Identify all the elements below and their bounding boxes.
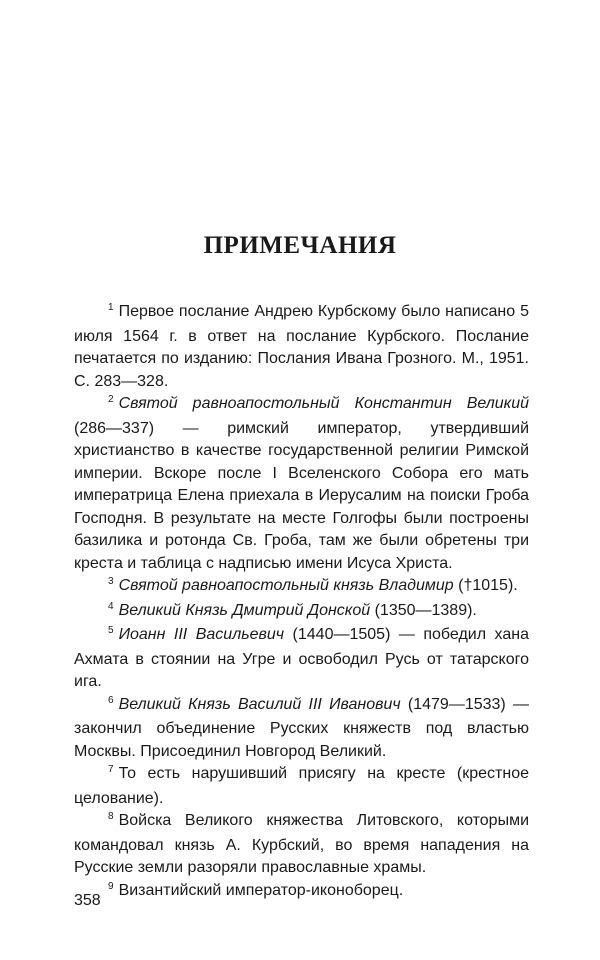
note-text: Первое послание Андрею Курбскому было написано 5 июля 1564 г. в ответ на послание Курбского. Послание печатается по изданию: Послания Ивана Грозного. М., 1951. С. 283—328. [74, 303, 529, 390]
note-4 [74, 600, 529, 625]
note-name: Великий Князь Дмитрий Донской [118, 601, 371, 619]
note-8 [74, 810, 529, 880]
note-text: (286—337) — римский император, утвердивший христианство в качестве государственной религии Римской империи. Вскоре после I Вселенского Собора его мать императрица Елена приехала в Иерусалим на поиски Гроба Господня. В результате на месте Голгофы были построены базилика и ротонда Св. Гроба, там же были обретены три креста и таблица с надписью имени Исуса Христа. [74, 419, 529, 572]
note-number: 8 [108, 811, 114, 822]
note-number: 1 [108, 302, 114, 313]
note-text: Византийский император-иконоборец. [118, 881, 404, 899]
note-2 [74, 393, 529, 575]
note-name: Святой равноапостольный Константин Великий [118, 395, 529, 412]
note-number: 9 [108, 880, 114, 892]
note-text: (†1015). [453, 577, 518, 594]
note-1 [74, 301, 529, 393]
note-6 [74, 694, 529, 764]
note-number: 3 [108, 576, 114, 587]
note-text: (1479—1533) — закончил объединение Русских княжеств под властью Москвы. Присоединил Новгород Великий. [74, 695, 529, 760]
note-9 [74, 880, 529, 905]
note-number: 5 [108, 625, 114, 636]
note-text: (1350—1389). [370, 601, 477, 619]
note-number: 7 [108, 764, 114, 775]
note-3 [74, 575, 529, 600]
note-text: Войска Великого княжества Литовского, которыми командовал князь А. Курбский, во время нападения на Русские земли разоряли православные храмы. [74, 812, 529, 876]
note-text: (1440—1505) — победил хана Ахмата в стоянии на Угре и освободил Русь от татарского ига. [74, 626, 529, 690]
note-name: Иоанн III Васильевич [118, 626, 285, 643]
note-text: То есть нарушивший присягу на кресте (крестное целование). [74, 765, 529, 807]
note-5 [74, 624, 529, 694]
notes-list [74, 301, 529, 904]
page-number: 358 [74, 892, 101, 909]
note-number: 6 [108, 694, 114, 706]
note-number: 2 [108, 394, 114, 405]
note-name: Святой равноапостольный князь Владимир [118, 577, 454, 594]
note-number: 4 [108, 600, 114, 612]
note-7 [74, 763, 529, 810]
page-title: ПРИМЕЧАНИЯ [203, 232, 397, 259]
note-name: Великий Князь Василий III Иванович [118, 695, 401, 713]
